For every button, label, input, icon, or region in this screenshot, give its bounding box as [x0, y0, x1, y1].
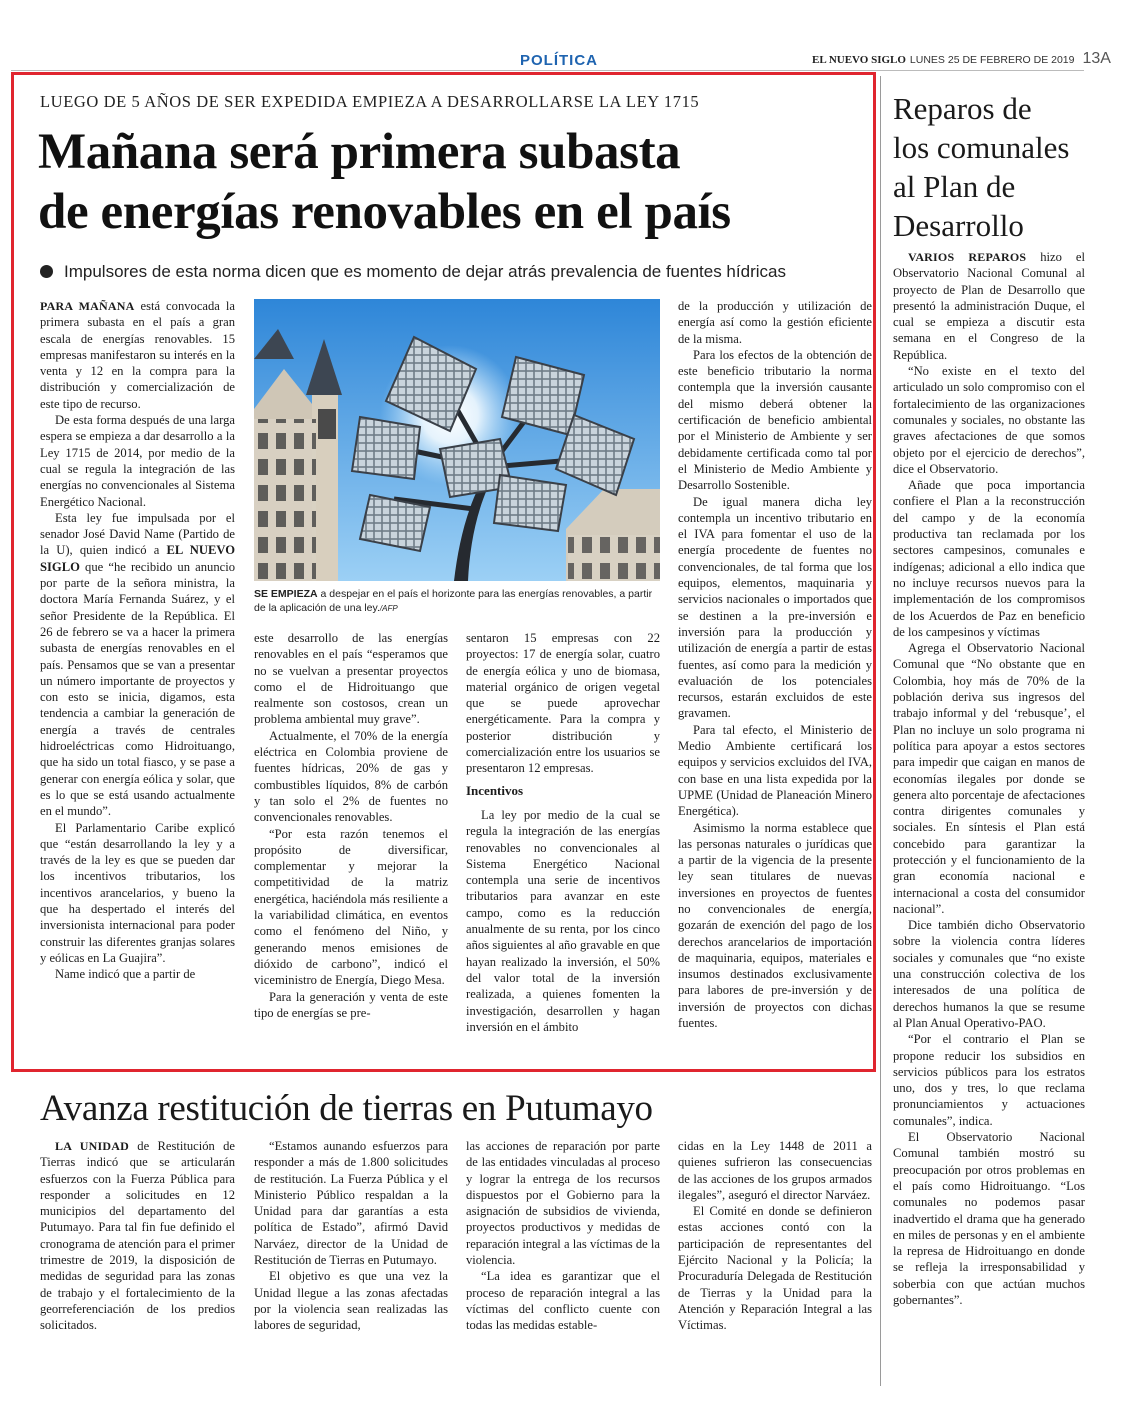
article-deck [40, 262, 786, 282]
paragraph: “Por esta razón tenemos el propósito de diversificar, complementar y mejorar la competitividad de la matriz energética, haciéndola más resiliente a la variabilidad climática, en eventos como el fenómeno del Niño, y generando menos emisiones de dióxido de carbono”, indicó el viceministro de Energía, Diego Mesa. [254, 826, 448, 988]
paragraph: cidas en la Ley 1448 de 2011 a quienes sufrieron las consecuencias de las acciones de los grupos armados ilegales”, aseguró el director Narváez. [678, 1139, 872, 1202]
paragraph: “Estamos aunando esfuerzos para responder a más de 1.800 solicitudes de restitución. La Fuerza Pública y el Ministerio Público respaldan a la Unidad para dar garantías a esta política de Estado”, afirmó David Narváez, director de la Unidad de Restitución de Tierras en Putumayo. [254, 1139, 448, 1268]
paragraph: Asimismo la norma establece que las personas naturales o jurídicas que a partir de la vigencia de la presente ley sean titulares de nuevas inversiones en proyectos de fuentes no convencionales de energía, gozarán de exención del pago de los derechos arancelarios de importación de maquinaria, equipos, materiales e insumos destinados exclusivamente para labores de pre-inversión y de inversión de proyectos con dichas fuentes. [678, 820, 872, 1031]
second-headline: Avanza restitución de tierras en Putumayo [40, 1088, 653, 1129]
second-column-1 [40, 1138, 235, 1334]
paragraph-text: de Restitución de Tierras indicó que se articularán esfuerzos con la Fuerza Pública para responder a solicitudes en 12 municipios del departamento del Putumayo. Para tal fin fue definido el cronograma de atención para el primer trimestre de 2019, la disposición de medidas de seguridad para las zonas de trabajo y el fortalecimiento de la georreferenciación de los predios solicitados. [40, 1139, 235, 1333]
lead-in: PARA MAÑANA [40, 299, 135, 313]
paragraph: “La idea es garantizar que el proceso de reparación integral a las víctimas del conflicto cuente con todas las medidas estable- [466, 1269, 660, 1333]
bullet-icon [40, 265, 53, 278]
paragraph: Agrega el Observatorio Nacional Comunal que “No obstante que en Colombia, hoy más de 70% de la población deriva sus ingresos del trabajo informal y del ‘rebusque’, el Plan no incluye un solo programa ni política para apoyar a estos sectores para impedir que caigan en manos de economías ilegales por donde se genera alto porcentaje de afectaciones contra dirigentes comunales y sociales. En síntesis el Plan está concebido para garantizar la protección y el funcionamiento de la gran economía nacional e internacional a costa del consumidor nacional”. [893, 641, 1085, 916]
paragraph-text: que “he recibido un anuncio por parte de la señora ministra, la doctora María Fernanda Suárez, y el señor Presidente de la República. El 26 de febrero se va a hacer la primera subasta de energías renovables en el país. Pensamos que se van a presentar un número importante de proyectos y con esto se inicia, digamos, esta tendencia a cambiar la generación de energía a través de centrales hidroeléctricas como Hidroituango, que ha sido un total fiasco, y se pase a generar con energía eólica y solar, que es lo que se está usando actualmente en el mundo”. [40, 559, 235, 819]
paragraph: Dice también dicho Observatorio sobre la violencia contra líderes sociales y comunales que “no existe una construcción colectiva de los interesados de una política de derechos humanos la que se resume al Plan Anual Operativo-PAO. [893, 918, 1085, 1030]
paragraph: El Parlamentario Caribe explicó que “están desarrollando la ley y a través de la ley es que se pueden dar los incentivos tributarios, los incentivos arancelarios, y bueno la que ha despertado el interés del inversionista internacional para poder construir las diferentes granjas solares y eólicas en La Guajira”. [40, 820, 235, 965]
article-column-4 [678, 298, 872, 1031]
sidebar-divider [880, 76, 881, 1386]
deck-text: Impulsores de esta norma dicen que es momento de dejar atrás prevalencia de fuentes hídricas [64, 262, 786, 281]
caption-text: a despejar en el país el horizonte para las energías renovables, a partir de la aplicación de una ley. [254, 588, 653, 614]
lead-in: VARIOS REPAROS [908, 250, 1027, 264]
paragraph: El Comité en donde se definieron estas acciones contó con la participación de representantes del Ejército Nacional y la Policía; la Procuraduría Delegada de Restitución de Tierras y la Unidad para la Atención y Reparación Integral a las Víctimas. [678, 1204, 872, 1333]
paper-name: EL NUEVO SIGLO [812, 54, 906, 66]
article-kicker: LUEGO DE 5 AÑOS DE SER EXPEDIDA EMPIEZA A DESARROLLARSE LA LEY 1715 [40, 92, 700, 111]
section-label: POLÍTICA [520, 52, 598, 69]
folio [812, 50, 1111, 68]
second-column-3 [466, 1138, 660, 1334]
lead-in: LA UNIDAD [55, 1139, 129, 1153]
sidebar-title-line: Reparos de [893, 91, 1032, 126]
paragraph-text: Esta ley fue impulsada por el senador José David Name (Partido de la U), quien indicó a [40, 510, 235, 558]
paragraph-text: está convocada la primera subasta en el país a gran escala de energías renovables. 15 empresas manifestaron su interés en la venta y 12 en la compra para la distribución y comercialización de este tipo de recurso. [40, 299, 235, 411]
sidebar-title-line: Desarrollo [893, 208, 1024, 243]
headline-line-2: de energías renovables en el país [38, 184, 731, 240]
paragraph: este desarrollo de las energías renovables en el país “esperamos que no se vuelvan a presentar proyectos como el de Hidroituango que realmente son costosos, crean un problema ambiental muy grave”. [254, 631, 448, 727]
sidebar-title-line: al Plan de [893, 169, 1016, 204]
issue-date: LUNES 25 DE FEBRERO DE 2019 [909, 54, 1075, 66]
photo-credit: /AFP [379, 604, 398, 613]
sidebar-body [893, 249, 1085, 1308]
paragraph: De igual manera dicha ley contempla un incentivo tributario en el IVA para fomentar el uso de la energía procedente de fuentes no convencionales, de tal forma que los equipos, elementos, maquinaria y servicios nacionales o importados que se destinen a la pre-inversión e inversión para la producción y utilización de energía a partir de estas fuentes, así como para la medición y evaluación de los potenciales recursos, estarán excluidos de este gravamen. [678, 494, 872, 721]
solar-tree-photo [254, 299, 660, 581]
page-number: 13A [1082, 50, 1111, 67]
paragraph: De esta forma después de una larga espera se empieza a dar desarrollo a la Ley 1715 de 2014, por medio de la cual se regula la integración de las energías no convencionales al Sistema Energético Nacional. [40, 413, 235, 509]
paragraph: las acciones de reparación por parte de las entidades vinculadas al proceso y lograr la entrega de los recursos dispuestos por el Gobierno para la asignación de subsidios de vivienda, proyectos productivos y medidas de reparación integral a las víctimas de la violencia. [466, 1139, 660, 1268]
paragraph: “Por el contrario el Plan se propone reducir los subsidios en servicios públicos para los estratos uno, dos y tres, lo que reclama pronunciamientos y actuaciones comunales”, indica. [893, 1032, 1085, 1128]
paragraph: Para tal efecto, el Ministerio de Medio Ambiente certificará los equipos y servicios excluidos del IVA, con base en una lista expedida por la UPME (Unidad de Planeación Minero Energética). [678, 722, 872, 819]
second-column-4 [678, 1138, 872, 1334]
paper-mention: EL NUEVO SIGLO [40, 543, 235, 574]
paragraph: “No existe en el texto del articulado un solo compromiso con el fortalecimiento de las organizaciones comunales y sociales, no obstante las graves afectaciones de que somos objeto por el ejercicio de derechos”, dice el Observatorio. [893, 364, 1085, 476]
paragraph: Para la generación y venta de este tipo de energías se pre- [254, 989, 448, 1020]
paragraph: Para los efectos de la obtención de este beneficio tributario la norma contempla que la inversión causante del mismo deberá obtener la certificación de beneficio ambiental por el Ministerio de Ambiente y ser debidamente certificada como tal por el Ministerio de Medio Ambiente y Desarrollo Sostenible. [678, 347, 872, 493]
paragraph: Actualmente, el 70% de la energía eléctrica en Colombia proviene de fuentes hídricas, 20% de gas y combustibles líquidos, 8% de carbón y tan solo el 2% de fuentes no convencionales renovables. [254, 728, 448, 825]
second-column-2 [254, 1138, 448, 1334]
article-column-1 [40, 298, 235, 982]
paragraph: de la producción y utilización de energía así como la gestión eficiente de la misma. [678, 299, 872, 346]
paragraph: sentaron 15 empresas con 22 proyectos: 17 de energía solar, cuatro de energía eólica y uno de biomasa, material orgánico de origen vegetal que se puede aprovechar energéticamente. Para la compra y posterior distribución y comercialización entre los usuarios se presentaron 12 empresas. [466, 631, 660, 776]
paragraph: La ley por medio de la cual se regula la integración de las energías renovables no convencionales al Sistema Energético Nacional contempla una serie de incentivos tributarios para avanzar en este campo, como es la reducción anualmente de su renta, por los cinco años siguientes al año gravable en que hayan realizado la inversión, el 50% del valor total de la inversión realizada, a quienes fomenten la investigación, desarrollen y hagan inversión en el ámbito [466, 807, 660, 1034]
paragraph: El Observatorio Nacional Comunal también mostró su preocupación por otros problemas en el país como Hidroituango. “Los comunales no podemos pasar inadvertido el drama que ha generado en miles de personas y en el ambiente la represa de Hidroituango en donde se refleja la irresponsabilidad y soberbia con que actúan muchos gobernantes”. [893, 1130, 1085, 1307]
header-rule [11, 70, 1084, 71]
paragraph: Añade que poca importancia confiere el Plan a la reconstrucción del campo y de la economía productiva tan reclamada por los sectores campesinos, comunales e indígenas; adicional a ello indica que no incluye recursos nuevos para la implementación de los compromisos de los Acuerdos de Paz en beneficio de los campesinos y víctimas [893, 478, 1085, 639]
paragraph: El objetivo es que una vez la Unidad llegue a las zonas afectadas por la violencia sean realizadas las labores de seguridad, [254, 1269, 448, 1333]
caption-lead: SE EMPIEZA [254, 588, 318, 600]
paragraph [40, 1138, 235, 1334]
paragraph [40, 298, 235, 412]
article-headline [38, 122, 731, 242]
subheading: Incentivos [466, 782, 524, 798]
paragraph-text: hizo el Observatorio Nacional Comunal al proyecto de Plan de Desarrollo que presentó la administración Duque, el cual se empieza a discutir esta semana en el Congreso de la República. [893, 250, 1085, 362]
paragraph [893, 249, 1085, 363]
article-column-2 [254, 630, 448, 1021]
paragraph: Name indicó que a partir de [55, 967, 196, 982]
headline-line-1: Mañana será primera subasta [38, 124, 681, 180]
photo-caption [254, 587, 660, 616]
sidebar-title-line: los comunales [893, 130, 1070, 165]
sidebar-title [893, 89, 1070, 245]
article-column-3 [466, 630, 660, 1035]
paragraph [40, 510, 235, 820]
